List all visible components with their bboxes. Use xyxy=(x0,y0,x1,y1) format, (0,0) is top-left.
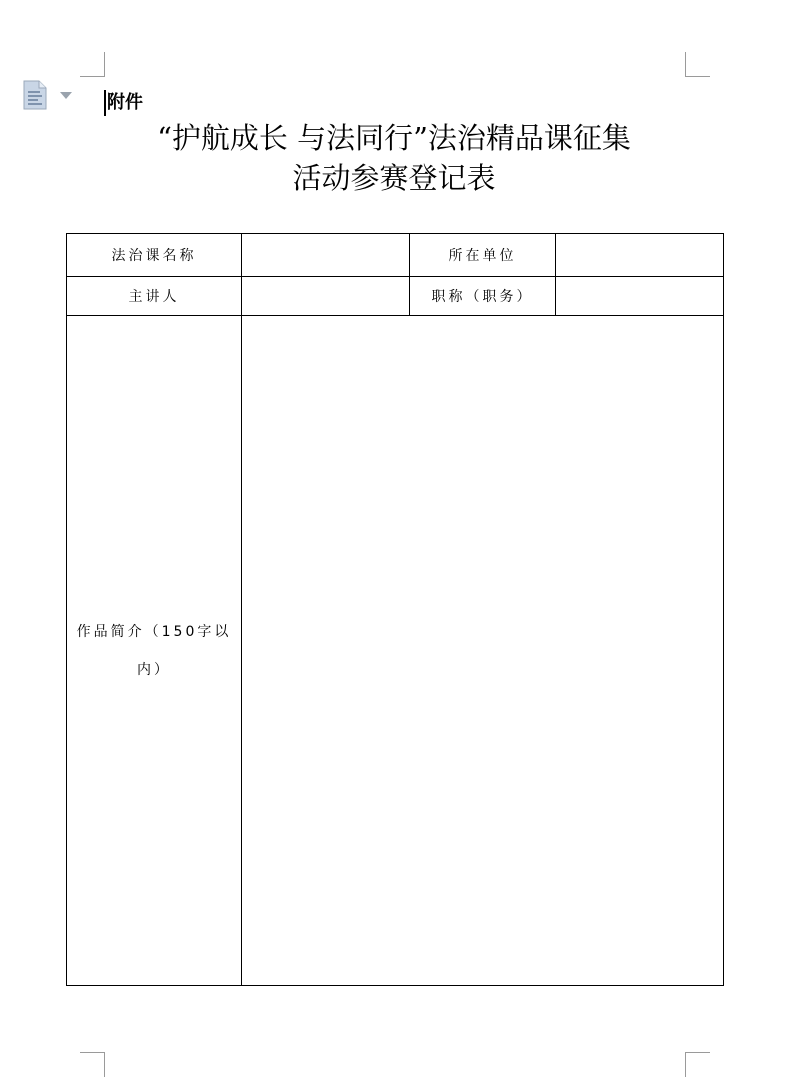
position-field[interactable] xyxy=(556,277,724,316)
intro-label: 作品简介（150字以内） xyxy=(67,316,242,986)
document-title-line-1: “护航成长 与法同行”法治精品课征集 xyxy=(157,121,631,155)
crop-mark-bottom-right xyxy=(685,1052,710,1077)
attachment-label: 附件 xyxy=(107,92,143,113)
lecturer-field[interactable] xyxy=(242,277,410,316)
unit-field[interactable] xyxy=(556,234,724,277)
crop-mark-top-right xyxy=(685,52,710,77)
document-icon[interactable] xyxy=(22,80,48,110)
lecturer-label: 主讲人 xyxy=(67,277,242,316)
intro-field[interactable] xyxy=(242,316,724,986)
table-row xyxy=(67,234,724,277)
course-name-label: 法治课名称 xyxy=(67,234,242,277)
document-title-line-2: 活动参赛登记表 xyxy=(292,161,496,195)
course-name-field[interactable] xyxy=(242,234,410,277)
crop-mark-top-left xyxy=(80,52,105,77)
table-row xyxy=(67,316,724,986)
table-row xyxy=(67,277,724,316)
position-label: 职称（职务） xyxy=(410,277,556,316)
dropdown-arrow-icon[interactable] xyxy=(60,92,72,99)
paragraph-options[interactable] xyxy=(22,80,72,110)
crop-mark-bottom-left xyxy=(80,1052,105,1077)
text-cursor xyxy=(104,90,106,116)
registration-form-table xyxy=(66,233,724,986)
unit-label: 所在单位 xyxy=(410,234,556,277)
